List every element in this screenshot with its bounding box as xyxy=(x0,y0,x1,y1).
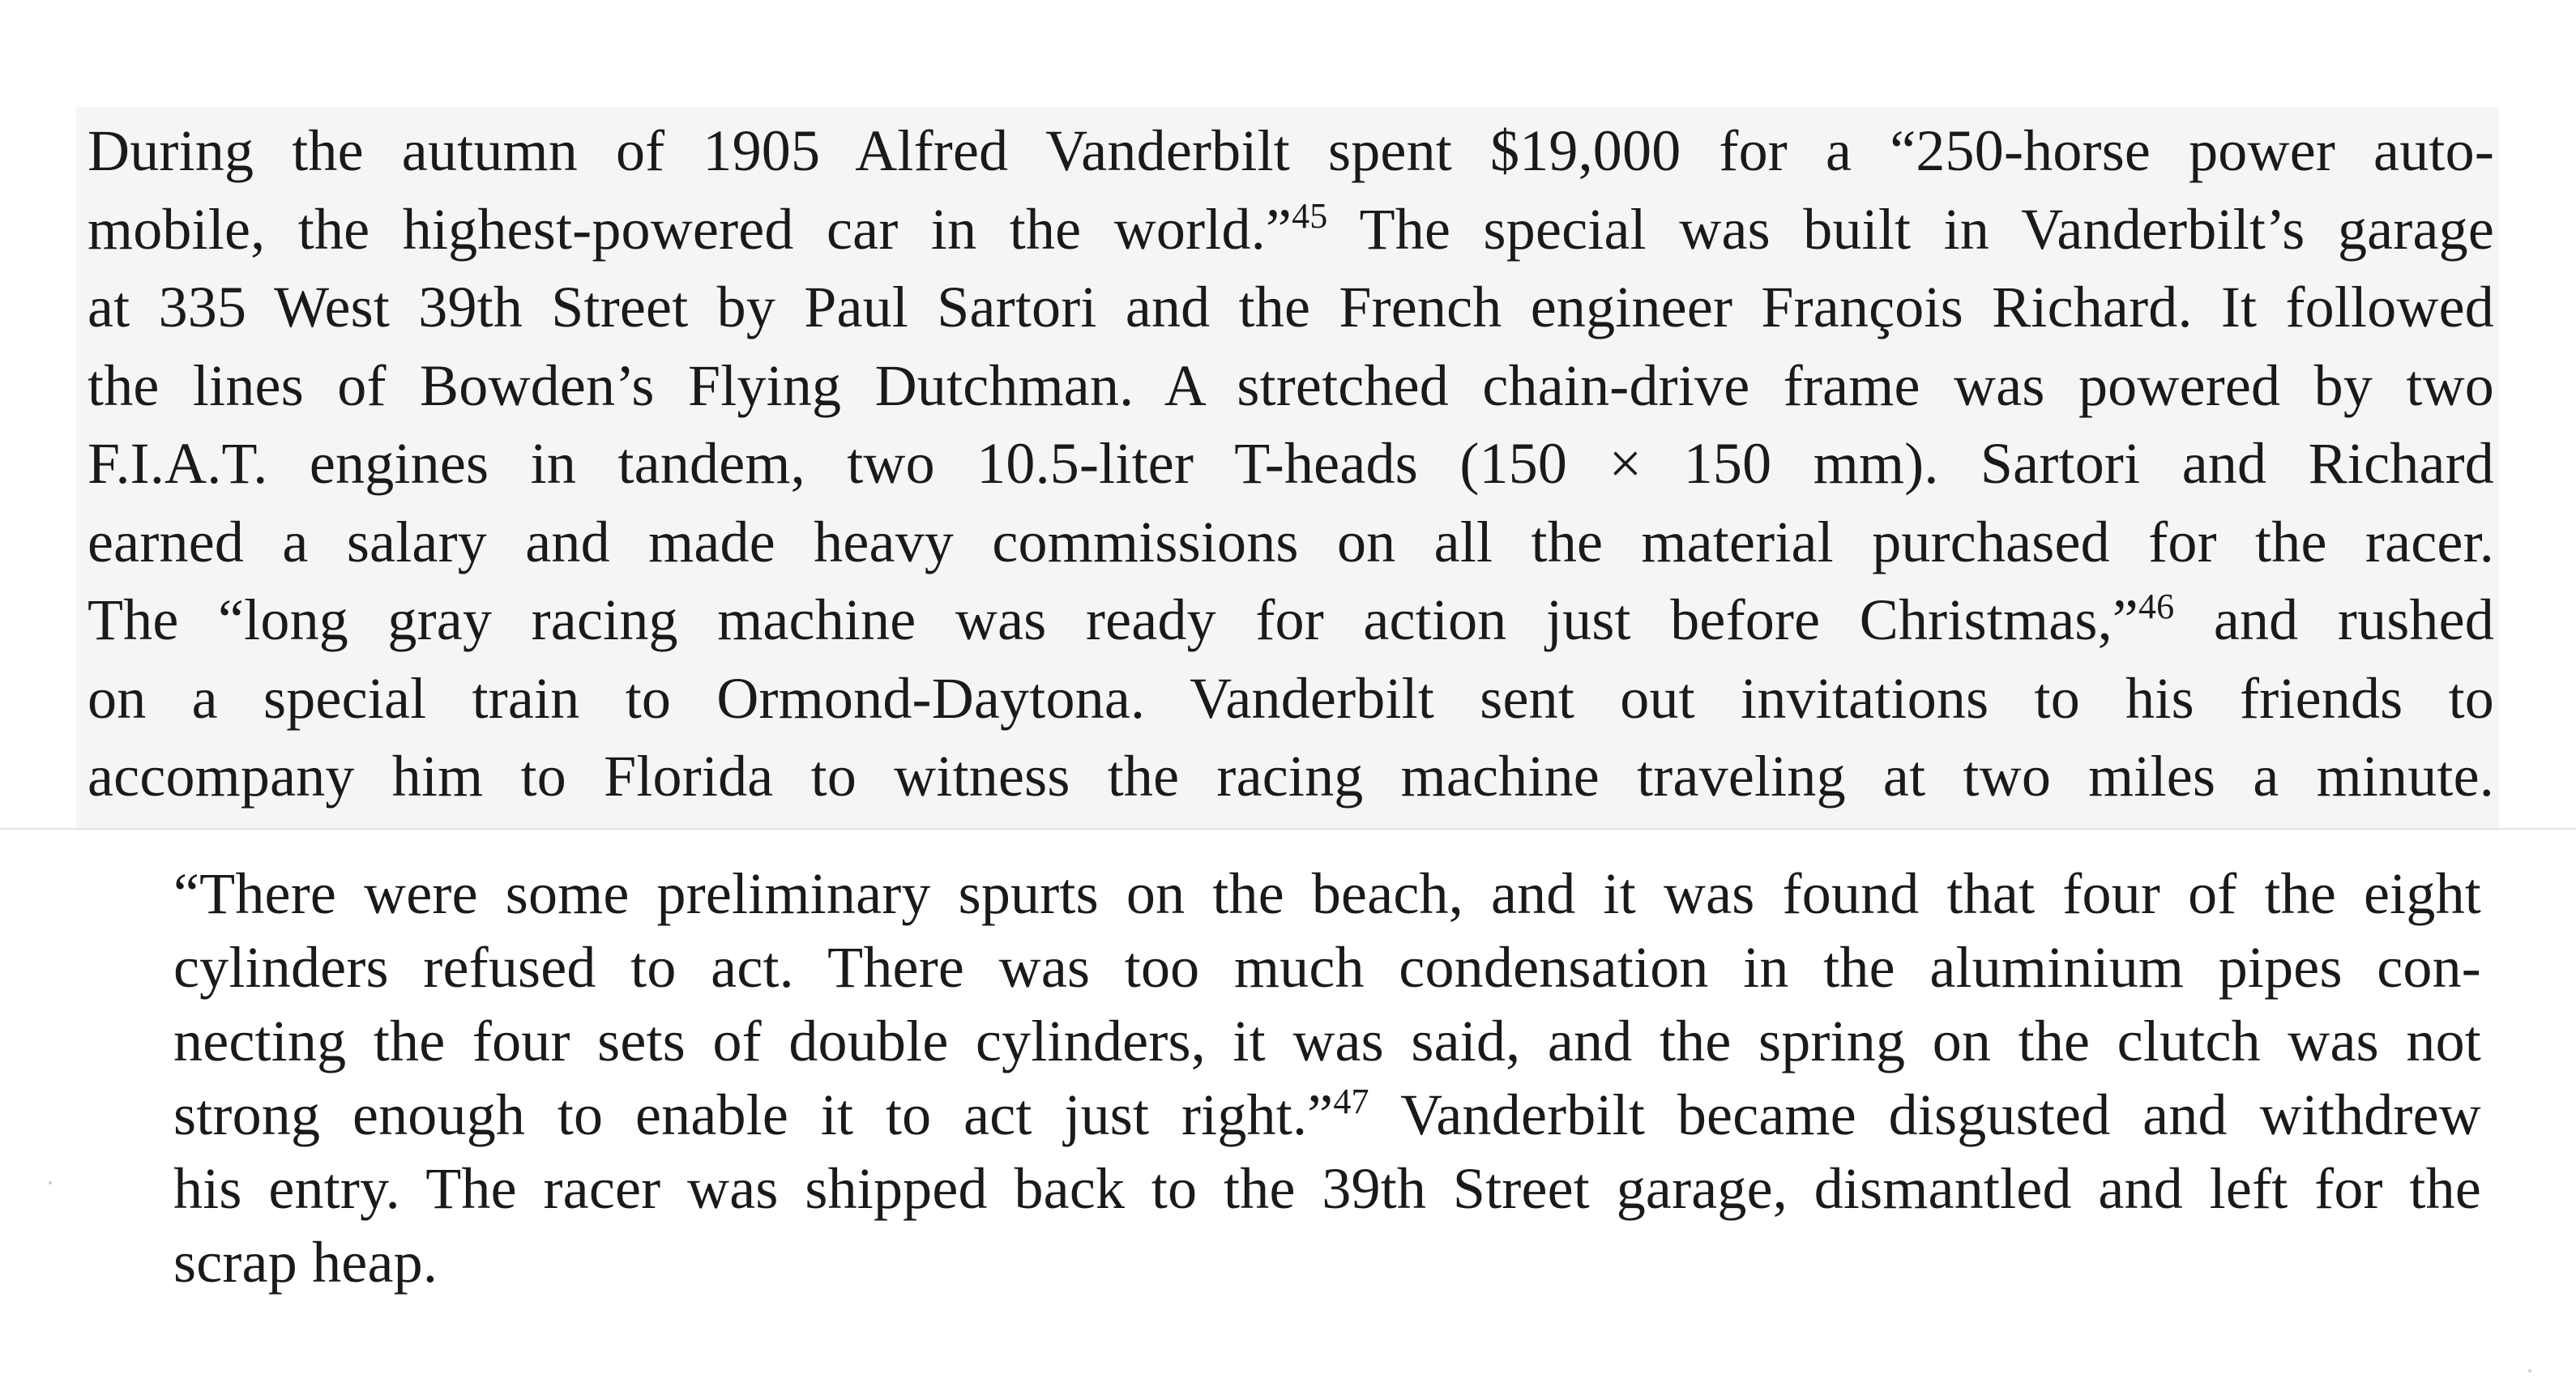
text-line: F.I.A.T. engines in tandem, two 10.5-liter T-heads (150 × 150 mm). Sartori and Richard xyxy=(88,431,2494,496)
text-line: on a special train to Ormond-Daytona. Vanderbilt sent out invitations to his friends to xyxy=(88,665,2494,731)
text-line: his entry. The racer was shipped back to the 39th Street garage, dismantled and left for the xyxy=(173,1156,2481,1221)
text-segment: The “long gray racing machine was ready for action just before Christmas,” xyxy=(88,587,2138,652)
clipping-edge xyxy=(0,828,2576,830)
text-line xyxy=(173,1078,2481,1152)
text-line: the lines of Bowden’s Flying Dutchman. A stretched chain-drive frame was powered by two xyxy=(88,352,2494,418)
text-line xyxy=(88,190,2494,269)
text-line: at 335 West 39th Street by Paul Sartori and the French engineer François Richard. It followed xyxy=(88,275,2494,339)
scan-speck xyxy=(2528,1369,2531,1372)
text-line: necting the four sets of double cylinders, it was said, and the spring on the clutch was not xyxy=(173,1009,2481,1073)
block-quote-paragraph xyxy=(173,857,2481,1300)
text-line: “There were some preliminary spurts on the beach, and it was found that four of the eight xyxy=(173,861,2481,926)
footnote-marker: 47 xyxy=(1333,1082,1369,1121)
text-line: accompany him to Florida to witness the racing machine traveling at two miles a minute. xyxy=(88,744,2494,809)
text-line: During the autumn of 1905 Alfred Vanderbilt spent $19,000 for a “250-horse power auto- xyxy=(88,118,2494,183)
text-line xyxy=(88,581,2494,659)
text-segment: and rushed xyxy=(2213,587,2494,652)
text-line: earned a salary and made heavy commissions on all the material purchased for the racer. xyxy=(88,509,2494,574)
paragraph-vanderbilt-racer xyxy=(88,112,2494,816)
text-segment: Vanderbilt became disgusted and withdrew xyxy=(1400,1082,2481,1147)
footnote-marker: 45 xyxy=(1292,195,1328,236)
text-segment: strong enough to enable it to act just right.” xyxy=(173,1082,1334,1147)
footnote-marker: 46 xyxy=(2138,587,2175,626)
text-line: cylinders refused to act. There was too much condensation in the aluminium pipes con- xyxy=(173,935,2481,1000)
text-segment: mobile, the highest-powered car in the world.” xyxy=(88,196,1292,262)
scan-speck xyxy=(49,1181,52,1184)
text-segment: The special was built in Vanderbilt’s garage xyxy=(1359,196,2494,262)
text-line: scrap heap. xyxy=(173,1230,438,1295)
